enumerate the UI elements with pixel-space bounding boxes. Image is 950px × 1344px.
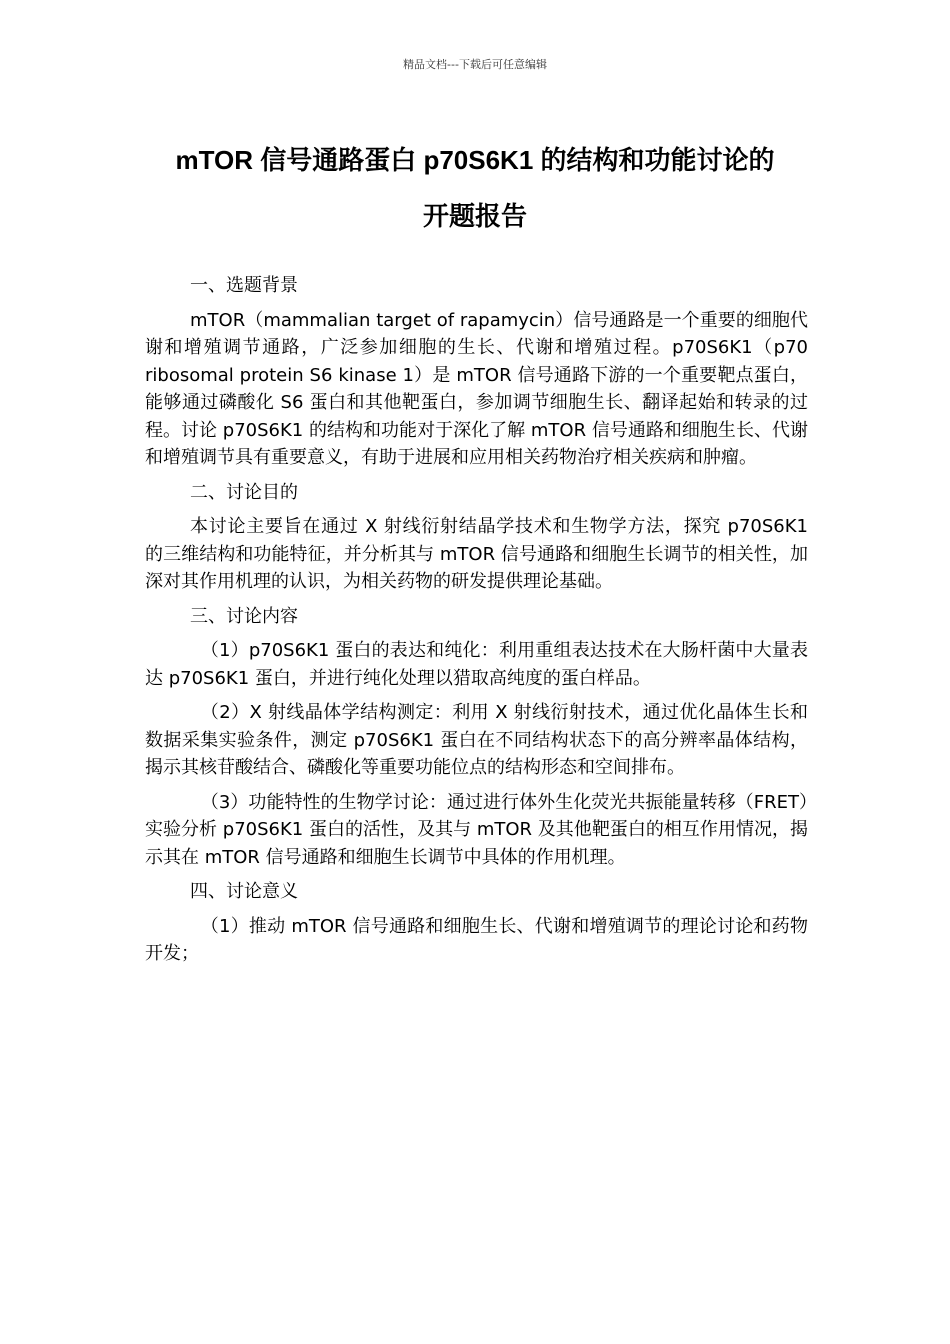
purpose-paragraph: 本讨论主要旨在通过 X 射线衍射结晶学技术和生物学方法，探究 p70S6K1 的三维结构和功能特征，并分析其与 mTOR 信号通路和细胞生长调节的相关性，加深对其作用机理的认识，为相关药物的研发提供理论基础。	[145, 516, 808, 592]
document-title-line-1: mTOR 信号通路蛋白 p70S6K1 的结构和功能讨论的	[175, 145, 775, 175]
section-heading-significance: 四、讨论意义	[190, 881, 298, 902]
section-heading-purpose: 二、讨论目的	[190, 481, 298, 503]
section-heading-content: 三、讨论内容	[190, 605, 298, 627]
content-item-1: （1）p70S6K1 蛋白的表达和纯化：利用重组表达技术在大肠杆菌中大量表达 p70S6K1 蛋白，并进行纯化处理以猎取高纯度的蛋白样品。	[145, 640, 808, 689]
significance-item-1: （1）推动 mTOR 信号通路和细胞生长、代谢和增殖调节的理论讨论和药物开发；	[145, 915, 808, 964]
document-body	[145, 272, 808, 975]
section-heading-background: 一、选题背景	[190, 275, 298, 296]
page-header-watermark: 精品文档---下载后可任意编辑	[403, 58, 547, 71]
content-item-2: （2）X 射线晶体学结构测定：利用 X 射线衍射技术，通过优化晶体生长和数据采集实验条件，测定 p70S6K1 蛋白在不同结构状态下的高分辨率晶体结构，揭示其核苷酸结合、磷酸化等重要功能位点的结构形态和空间排布。	[145, 702, 808, 778]
content-item-3: （3）功能特性的生物学讨论：通过进行体外生化荧光共振能量转移（FRET）实验分析 p70S6K1 蛋白的活性，及其与 mTOR 及其他靶蛋白的相互作用情况，揭示其在 mTOR 信号通路和细胞生长调节中具体的作用机理。	[145, 791, 808, 868]
document-title	[130, 132, 820, 244]
background-paragraph: mTOR（mammalian target of rapamycin）信号通路是一个重要的细胞代谢和增殖调节通路，广泛参加细胞的生长、代谢和增殖过程。p70S6K1（p70 ribosomal protein S6 kinase 1）是 mTOR 信号通路下游的一个重要靶点蛋白，能够通过磷酸化 S6 蛋白和其他靶蛋白，参加调节细胞生长、翻译起始和转录的过程。讨论 p70S6K1 的结构和功能对于深化了解 mTOR 信号通路和细胞生长、代谢和增殖调节具有重要意义，有助于进展和应用相关药物治疗相关疾病和肿瘤。	[145, 309, 808, 468]
document-title-line-2: 开题报告	[422, 201, 527, 231]
